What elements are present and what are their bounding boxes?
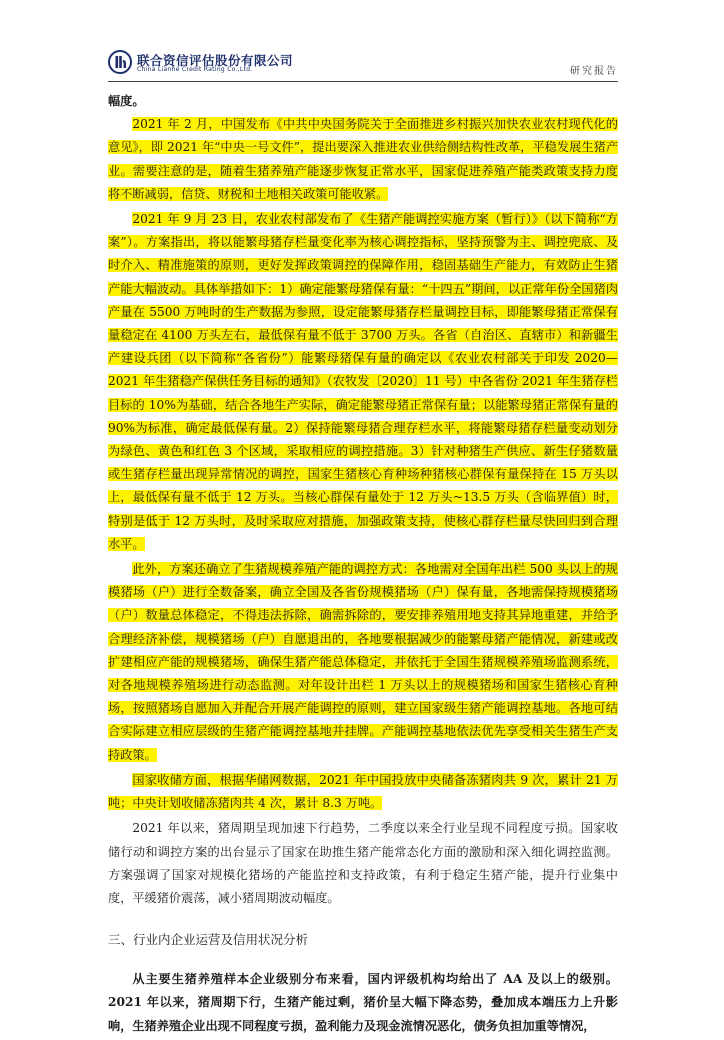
paragraph-scale-farms: 此外，方案还确立了生猪规模养殖产能的调控方式：各地需对全国年出栏 500 头以上的规模猪场（户）进行全数备案，确立全国及各省份规模猪场（户）保有量，各地需保持规模猪场（户）数量总体稳定，不得违法拆除，确需拆除的，要安排养殖用地支持其异地重建，并给予合理经济补偿，规模猪场（户）自愿退出的，各地要根据减少的能繁母猪产能情况，新建或改扩建相应产能的规模猪场，确保生猪产能总体稳定，并依托于全国生猪规模养殖场监测系统，对各地规模养殖场进行动态监测。对年设计出栏 1 万头以上的规模猪场和国家生猪核心育种场，按照猪场自愿加入并配合开展产能调控的原则，建立国家级生猪产能调控基地。各地可结合实际建立相应层级的生猪产能调控基地并挂牌。产能调控基地依法优先享受相关生猪生产支持政策。 bbox=[108, 562, 618, 762]
document-body bbox=[108, 90, 618, 1040]
paragraph-enterprise-analysis: 从主要生猪养殖样本企业级别分布来看，国内评级机构均给出了 AA 及以上的级别。2021 年以来，猪周期下行，生猪产能过剩，猪价呈大幅下降态势，叠加成本端压力上升影响，生猪养殖企业出现不同程度亏损，盈利能力及现金流情况恶化，债务负担加重等情况， bbox=[108, 972, 618, 1033]
paragraph-state-reserves: 国家收储方面，根据华储网数据，2021 年中国投放中央储备冻猪肉共 9 次，累计 21 万吨；中央计划收储冻猪肉共 4 次，累计 8.3 万吨。 bbox=[108, 772, 618, 811]
paragraph-summary: 2021 年以来，猪周期呈现加速下行趋势，二季度以来全行业呈现不同程度亏损。国家收储行动和调控方案的出台显示了国家在助推生猪产能常态化方面的激励和深入细化调控监测。方案强调了国家对规模化猪场的产能监控和支持政策，有利于稳定生猪产能，提升行业集中度，平缓猪价震荡，减小猪周期波动幅度。 bbox=[108, 821, 618, 905]
paragraph-central-document: 2021 年 2 月，中国发布《中共中央国务院关于全面推进乡村振兴加快农业农村现代化的意见》，即 2021 年“中央一号文件”，提出要深入推进农业供给侧结构性改革，平稳发展生猪产业。需要注意的是，随着生猪养殖产能逐步恢复正常水平，国家促进养殖产能类政策支持力度将不断减弱，信贷、财税和土地相关政策可能收紧。 bbox=[108, 117, 618, 201]
company-logo-icon bbox=[108, 50, 132, 74]
company-name-en: China Lianhe Credit Rating Co.,Ltd. bbox=[137, 66, 253, 73]
paragraph-continuation: 幅度。 bbox=[108, 94, 145, 108]
section-title: 三、行业内企业运营及信用状况分析 bbox=[108, 932, 309, 948]
paragraph-capacity-plan: 2021 年 9 月 23 日，农业农村部发布了《生猪产能调控实施方案（暂行）》（以下简称“方案”）。方案指出，将以能繁母猪存栏量变化率为核心调控指标，坚持预警为主、调控兜底、及时介入、精准施策的原则，更好发挥政策调控的保障作用，稳固基础生产能力，有效防止生猪产能大幅波动。具体举措如下：1）确定能繁母猪保有量：“十四五”期间，以正常年份全国猪肉产量在 5500 万吨时的生产数据为参照，设定能繁母猪存栏量调控目标，即能繁母猪正常保有量稳定在 4100 万头左右，最低保有量不低于 3700 万头。各省（自治区、直辖市）和新疆生产建设兵团（以下简称“各省份”）能繁母猪保有量的确定以《农业农村部关于印发 2020—2021 年生猪稳产保供任务目标的通知》（农牧发〔2020〕11 号）中各省份 2021 年生猪存栏目标的 10%为基础，结合各地生产实际，确定能繁母猪正常保有量；以能繁母猪正常保有量的 90%为标准，确定最低保有量。2）保持能繁母猪合理存栏水平，将能繁母猪存栏量变动划分为绿色、黄色和红色 3 个区域，采取相应的调控措施。3）针对种猪生产供应、新生仔猪数量或生猪存栏量出现异常情况的调控，国家生猪核心育种场种猪核心群保有量保持在 15 万头以上，最低保有量不低于 12 万头。当核心群保有量处于 12 万头~13.5 万头（含临界值）时，特别是低于 12 万头时，及时采取应对措施，加强政策支持，使核心群存栏量尽快回归到合理水平。 bbox=[108, 212, 618, 551]
page-header bbox=[108, 50, 618, 80]
report-label: 研究报告 bbox=[570, 66, 618, 77]
company-name-cn: 联合资信评估股份有限公司 bbox=[137, 53, 294, 68]
header-divider bbox=[108, 81, 618, 82]
